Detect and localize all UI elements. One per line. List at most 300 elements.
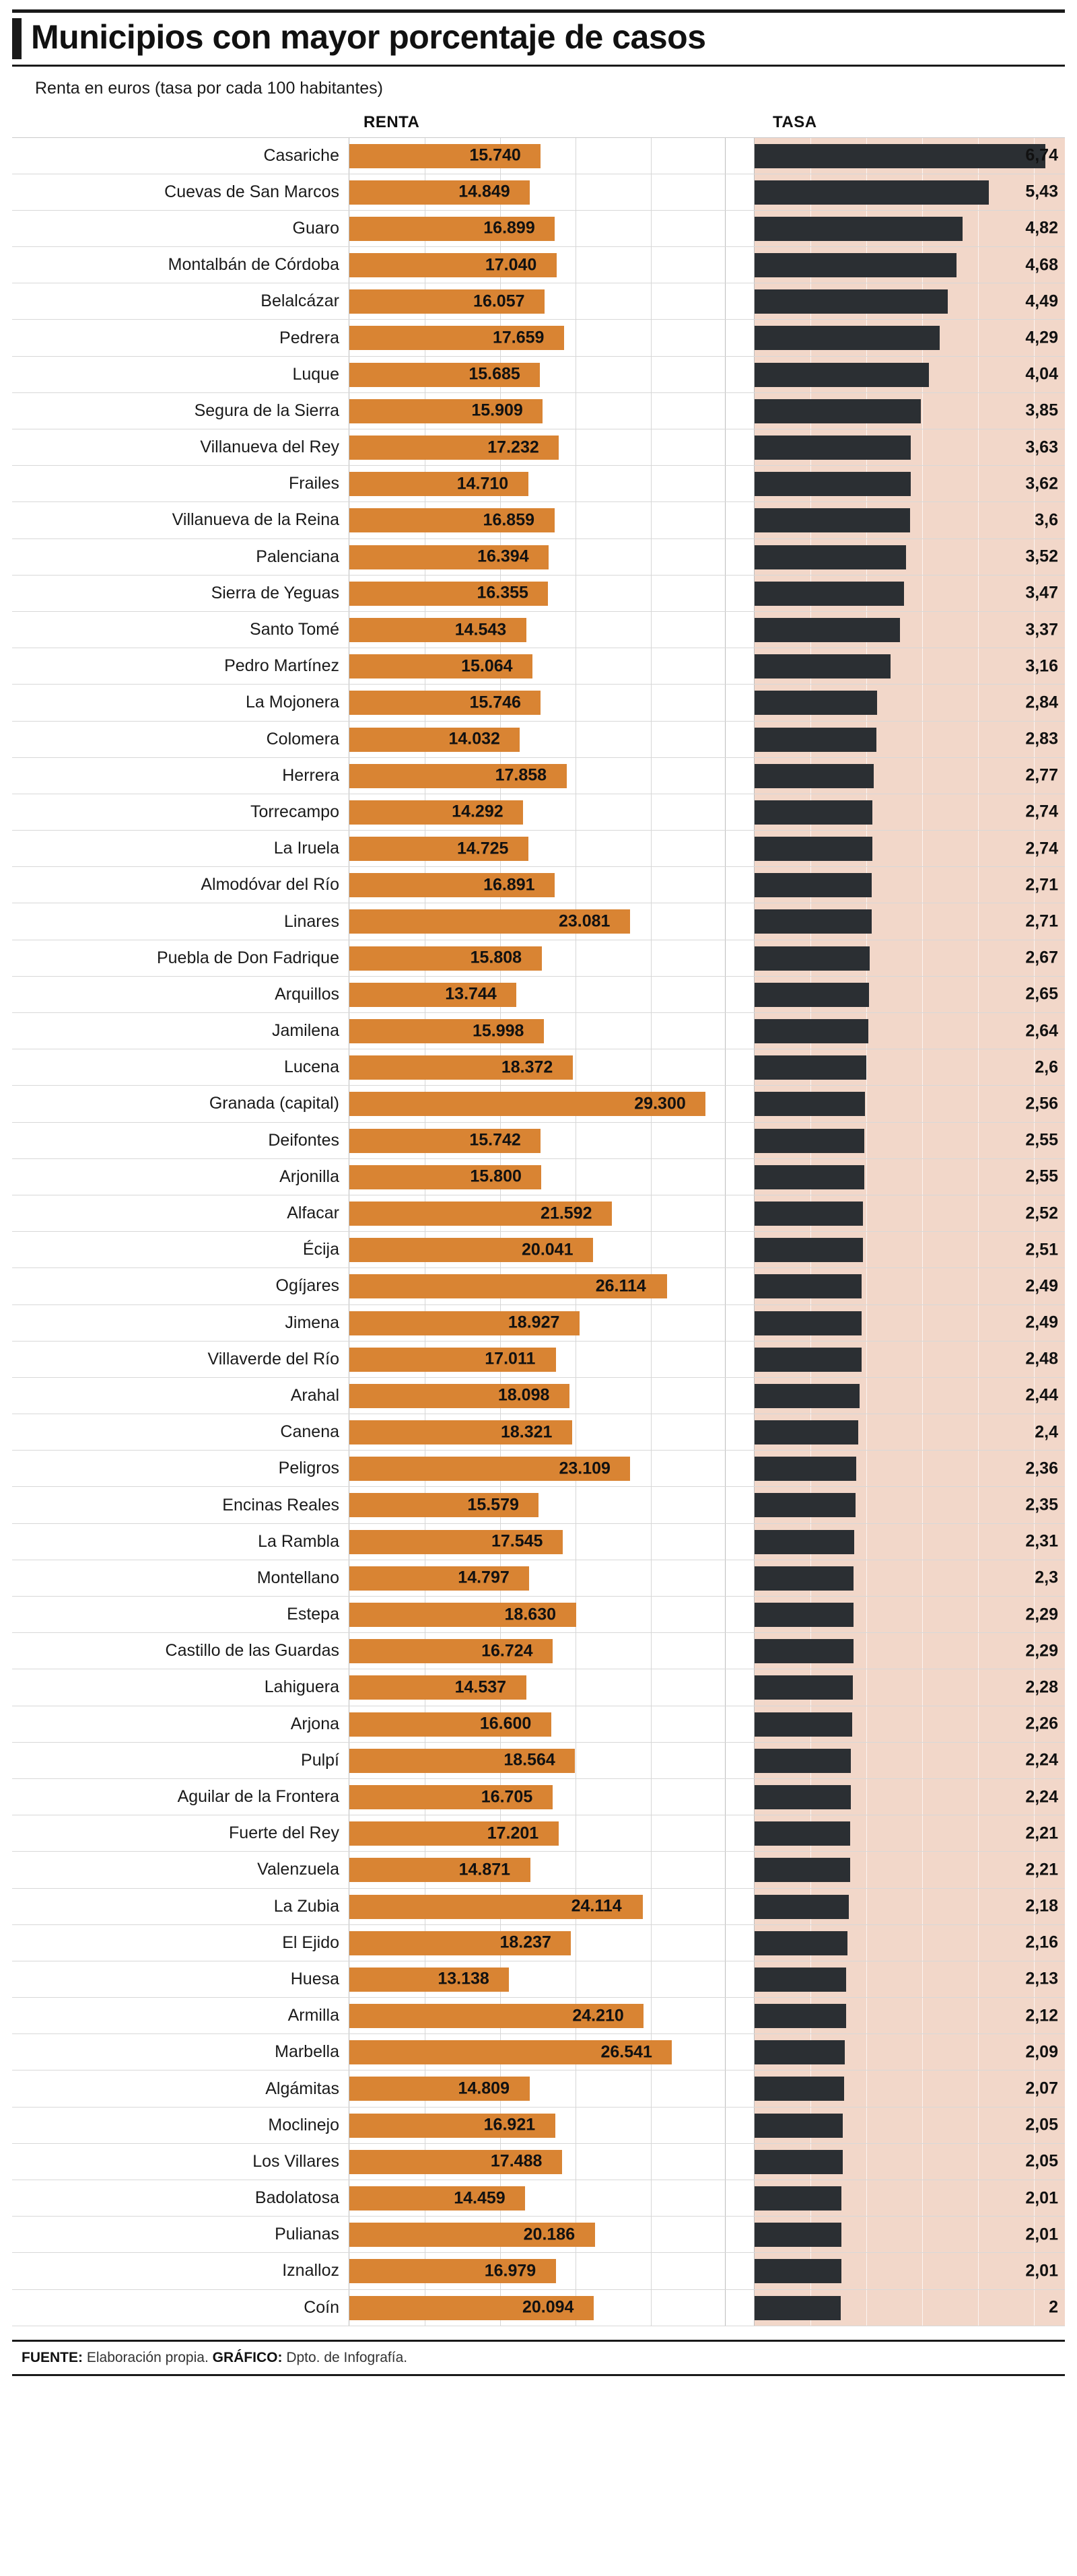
table-row — [12, 831, 1065, 867]
renta-lane — [349, 1414, 726, 1450]
tasa-bar — [755, 764, 874, 788]
renta-value: 20.094 — [522, 2297, 574, 2317]
tasa-lane — [754, 722, 1065, 757]
gridline — [978, 1086, 979, 1121]
gridline — [922, 1342, 923, 1377]
gridline — [866, 1998, 867, 2033]
tasa-lane — [754, 1961, 1065, 1997]
gridline — [978, 576, 979, 611]
gridline — [922, 1305, 923, 1341]
table-row — [12, 1889, 1065, 1925]
row-label: Arquillos — [275, 984, 339, 1004]
renta-value: 17.011 — [485, 1349, 536, 1368]
gridline — [866, 1560, 867, 1596]
renta-lane — [349, 502, 726, 538]
gridline — [978, 2253, 979, 2289]
gridline — [922, 393, 923, 429]
renta-value: 20.186 — [523, 2225, 576, 2244]
tasa-lane — [754, 1597, 1065, 1632]
renta-value: 15.685 — [468, 364, 520, 384]
gridline — [651, 1451, 652, 1486]
gridline — [978, 1195, 979, 1231]
gridline — [922, 831, 923, 866]
gridline — [922, 2253, 923, 2289]
table-row — [12, 685, 1065, 721]
tasa-bar — [755, 1311, 862, 1335]
renta-lane — [349, 138, 726, 174]
renta-value: 14.725 — [457, 839, 509, 858]
table-row — [12, 1268, 1065, 1304]
tasa-bar — [755, 1566, 854, 1591]
table-row — [12, 2217, 1065, 2253]
gridline — [922, 1123, 923, 1158]
renta-lane — [349, 1086, 726, 1121]
renta-value: 15.740 — [469, 145, 521, 165]
gridline — [651, 1669, 652, 1705]
tasa-value: 2,31 — [1025, 1531, 1058, 1551]
row-label: Frailes — [288, 474, 339, 493]
source-label: FUENTE: — [22, 2349, 83, 2365]
gridline — [651, 138, 652, 174]
renta-lane — [349, 612, 726, 648]
renta-lane — [349, 247, 726, 283]
gridline — [922, 685, 923, 720]
gridline — [651, 1815, 652, 1851]
renta-value: 18.630 — [504, 1605, 556, 1624]
renta-lane — [349, 2070, 726, 2106]
tasa-lane — [754, 940, 1065, 976]
tasa-value: 2,13 — [1025, 1969, 1058, 1988]
tasa-lane — [754, 1305, 1065, 1341]
renta-value: 16.859 — [483, 510, 535, 530]
page-title: Municipios con mayor porcentaje de casos — [31, 18, 706, 56]
renta-lane — [349, 903, 726, 939]
gridline — [651, 722, 652, 757]
table-row — [12, 211, 1065, 247]
tasa-lane — [754, 320, 1065, 355]
tasa-value: 2,07 — [1025, 2079, 1058, 2098]
renta-lane — [349, 174, 726, 210]
row-label: Aguilar de la Frontera — [177, 1787, 339, 1807]
gridline — [922, 1779, 923, 1815]
tasa-bar — [755, 508, 910, 532]
gridline — [866, 1852, 867, 1887]
tasa-lane — [754, 1560, 1065, 1596]
renta-value: 26.114 — [595, 1276, 646, 1296]
gridline — [651, 320, 652, 355]
table-row — [12, 1524, 1065, 1560]
gridline — [922, 1706, 923, 1742]
tasa-value: 2,6 — [1035, 1057, 1058, 1077]
header — [12, 9, 1065, 67]
gridline — [978, 1633, 979, 1669]
table-row — [12, 1378, 1065, 1414]
column-header-renta: RENTA — [363, 112, 420, 131]
gridline — [922, 539, 923, 575]
renta-lane — [349, 758, 726, 794]
gridline — [978, 247, 979, 283]
row-label: Linares — [284, 911, 339, 931]
renta-lane — [349, 1123, 726, 1158]
tasa-lane — [754, 2070, 1065, 2106]
tasa-lane — [754, 1524, 1065, 1560]
table-row — [12, 539, 1065, 576]
gridline — [651, 429, 652, 465]
gridline — [978, 1487, 979, 1523]
row-label: Pedro Martínez — [224, 656, 339, 676]
row-label: Montellano — [256, 1568, 339, 1587]
row-label: Montalbán de Córdoba — [168, 255, 339, 275]
tasa-value: 2,83 — [1025, 729, 1058, 749]
renta-value: 16.355 — [477, 583, 528, 602]
renta-value: 14.710 — [456, 474, 509, 493]
tasa-value: 2,29 — [1025, 1605, 1058, 1624]
gridline — [1034, 2290, 1035, 2326]
row-label: Los Villares — [252, 2151, 339, 2171]
gridline — [651, 1378, 652, 1414]
renta-value: 23.109 — [559, 1459, 611, 1478]
infographic-page — [0, 9, 1077, 2576]
gridline — [978, 539, 979, 575]
tasa-lane — [754, 1998, 1065, 2033]
renta-lane — [349, 1268, 726, 1304]
tasa-bar — [755, 1821, 850, 1846]
tasa-value: 2,16 — [1025, 1933, 1058, 1952]
renta-value: 14.459 — [454, 2188, 506, 2208]
gridline — [978, 1815, 979, 1851]
gridline — [978, 648, 979, 684]
gridline — [866, 1195, 867, 1231]
gridline — [651, 174, 652, 210]
tasa-value: 3,16 — [1025, 656, 1058, 676]
gridline — [922, 2290, 923, 2326]
row-label: Belalcázar — [260, 291, 339, 311]
gridline — [978, 2070, 979, 2106]
gridline — [922, 758, 923, 794]
table-row — [12, 940, 1065, 977]
gridline — [978, 1451, 979, 1486]
gridline — [651, 1524, 652, 1560]
gridline — [922, 1195, 923, 1231]
renta-value: 16.394 — [477, 547, 529, 566]
renta-value: 17.659 — [493, 328, 545, 347]
renta-value: 16.057 — [473, 291, 525, 311]
renta-lane — [349, 1669, 726, 1705]
tasa-value: 3,37 — [1025, 620, 1058, 639]
gridline — [866, 2034, 867, 2070]
table-row — [12, 320, 1065, 356]
gridline — [978, 867, 979, 903]
gridline — [978, 1414, 979, 1450]
renta-lane — [349, 2290, 726, 2326]
tasa-bar — [755, 545, 906, 569]
tasa-lane — [754, 539, 1065, 575]
tasa-value: 2,51 — [1025, 1240, 1058, 1259]
tasa-lane — [754, 357, 1065, 392]
gridline — [978, 1378, 979, 1414]
gridline — [978, 1889, 979, 1924]
tasa-bar — [755, 1712, 852, 1737]
gridline — [922, 1669, 923, 1705]
renta-lane — [349, 1342, 726, 1377]
renta-value: 18.098 — [497, 1385, 550, 1405]
tasa-value: 2,44 — [1025, 1385, 1058, 1405]
gridline — [922, 794, 923, 830]
renta-lane — [349, 320, 726, 355]
gridline — [978, 1743, 979, 1778]
row-label: Almodóvar del Río — [201, 875, 339, 895]
tasa-lane — [754, 2253, 1065, 2289]
tasa-bar — [755, 289, 948, 314]
tasa-value: 2,55 — [1025, 1130, 1058, 1150]
gridline — [978, 1779, 979, 1815]
gridline — [651, 758, 652, 794]
tasa-lane — [754, 977, 1065, 1012]
renta-value: 17.488 — [490, 2151, 543, 2171]
tasa-bar — [755, 691, 877, 715]
tasa-lane — [754, 1086, 1065, 1121]
tasa-lane — [754, 1633, 1065, 1669]
tasa-bar — [755, 1129, 864, 1153]
tasa-lane — [754, 466, 1065, 501]
gridline — [866, 1451, 867, 1486]
row-label: Lucena — [283, 1057, 339, 1077]
gridline — [651, 1159, 652, 1195]
gridline — [651, 1852, 652, 1887]
gridline — [978, 1706, 979, 1742]
gridline — [922, 2070, 923, 2106]
tasa-value: 3,52 — [1025, 547, 1058, 566]
gridline — [651, 2253, 652, 2289]
tasa-bar — [755, 728, 876, 752]
tasa-bar — [755, 582, 904, 606]
tasa-value: 2,18 — [1025, 1896, 1058, 1916]
gridline — [922, 1414, 923, 1450]
gridline — [866, 2070, 867, 2106]
row-label: Villanueva del Rey — [200, 438, 339, 457]
row-label: Alfacar — [287, 1204, 339, 1223]
gridline — [866, 2144, 867, 2180]
renta-value: 18.564 — [503, 1750, 555, 1770]
gridline — [978, 1123, 979, 1158]
renta-lane — [349, 393, 726, 429]
renta-value: 14.871 — [458, 1860, 511, 1879]
tasa-lane — [754, 576, 1065, 611]
renta-lane — [349, 1743, 726, 1778]
gridline — [866, 1815, 867, 1851]
gridline — [978, 1998, 979, 2033]
table-row — [12, 1232, 1065, 1268]
table-row — [12, 867, 1065, 903]
renta-value: 16.600 — [479, 1714, 532, 1733]
row-label: Fuerte del Rey — [229, 1823, 339, 1843]
row-label: Sierra de Yeguas — [211, 583, 339, 602]
row-label: Iznalloz — [282, 2261, 339, 2281]
gridline — [651, 794, 652, 830]
tasa-bar — [755, 983, 869, 1007]
row-label: Arjonilla — [279, 1167, 339, 1186]
gridline — [866, 1268, 867, 1304]
renta-value: 14.537 — [454, 1677, 507, 1697]
tasa-bar — [755, 253, 957, 277]
renta-lane — [349, 1779, 726, 1815]
tasa-value: 3,47 — [1025, 583, 1058, 602]
tasa-lane — [754, 393, 1065, 429]
tasa-lane — [754, 1378, 1065, 1414]
renta-value: 20.041 — [522, 1240, 574, 1259]
tasa-value: 6,74 — [1025, 145, 1058, 165]
tasa-value: 2,29 — [1025, 1641, 1058, 1661]
row-label: Herrera — [282, 765, 339, 785]
renta-value: 15.998 — [472, 1021, 524, 1041]
gridline — [651, 612, 652, 648]
gridline — [866, 1378, 867, 1414]
row-label: La Rambla — [258, 1531, 339, 1551]
gridline — [978, 1159, 979, 1195]
gridline — [922, 1597, 923, 1632]
tasa-bar — [755, 472, 911, 496]
row-label: Huesa — [290, 1969, 339, 1988]
gridline — [651, 2180, 652, 2216]
table-row — [12, 2253, 1065, 2289]
tasa-lane — [754, 758, 1065, 794]
gridline — [978, 502, 979, 538]
chart-area — [12, 137, 1065, 2326]
tasa-lane — [754, 1342, 1065, 1377]
tasa-lane — [754, 612, 1065, 648]
gridline — [866, 1342, 867, 1377]
row-label: Villaverde del Río — [207, 1349, 339, 1368]
tasa-lane — [754, 174, 1065, 210]
row-label: Valenzuela — [257, 1860, 339, 1879]
gridline — [922, 722, 923, 757]
tasa-bar — [755, 2040, 845, 2064]
row-label: Colomera — [266, 729, 339, 749]
tasa-value: 4,29 — [1025, 328, 1058, 347]
row-label: Ogíjares — [275, 1276, 339, 1296]
gridline — [651, 466, 652, 501]
row-label: Algámitas — [265, 2079, 339, 2098]
table-row — [12, 1743, 1065, 1779]
tasa-lane — [754, 2180, 1065, 2216]
tasa-value: 2,71 — [1025, 911, 1058, 931]
tasa-lane — [754, 138, 1065, 174]
renta-lane — [349, 1232, 726, 1267]
gridline — [651, 977, 652, 1012]
table-row — [12, 1195, 1065, 1232]
row-label: Cuevas de San Marcos — [164, 182, 339, 201]
gridline — [922, 1743, 923, 1778]
renta-lane — [349, 940, 726, 976]
gridline — [651, 1961, 652, 1997]
tasa-value: 3,6 — [1035, 510, 1058, 530]
gridline — [978, 2217, 979, 2252]
gridline — [922, 1815, 923, 1851]
gridline — [651, 1706, 652, 1742]
row-label: Arahal — [290, 1385, 339, 1405]
tasa-value: 3,85 — [1025, 401, 1058, 420]
tasa-value: 4,49 — [1025, 291, 1058, 311]
gridline — [978, 685, 979, 720]
gridline — [922, 2217, 923, 2252]
table-row — [12, 466, 1065, 502]
gridline — [651, 1195, 652, 1231]
gridline — [978, 1268, 979, 1304]
tasa-value: 2,48 — [1025, 1349, 1058, 1368]
tasa-bar — [755, 618, 900, 642]
renta-value: 16.921 — [483, 2115, 536, 2134]
renta-value: 15.742 — [469, 1130, 521, 1150]
gridline — [651, 1414, 652, 1450]
table-row — [12, 1049, 1065, 1086]
renta-lane — [349, 1451, 726, 1486]
gridline — [651, 648, 652, 684]
tasa-bar — [755, 1639, 854, 1663]
tasa-bar — [755, 1675, 853, 1700]
table-row — [12, 1597, 1065, 1633]
gridline — [922, 648, 923, 684]
gridline — [651, 2144, 652, 2180]
renta-lane — [349, 831, 726, 866]
tasa-bar — [755, 1274, 862, 1298]
tasa-bar — [755, 2186, 841, 2211]
tasa-lane — [754, 1268, 1065, 1304]
gridline — [978, 1961, 979, 1997]
header-accent-bar — [12, 18, 22, 59]
row-label: Estepa — [287, 1605, 339, 1624]
tasa-bar — [755, 2259, 841, 2283]
gridline — [866, 1597, 867, 1632]
tasa-bar — [755, 1202, 863, 1226]
gridline — [651, 1305, 652, 1341]
row-label: La Mojonera — [246, 693, 339, 712]
row-label: El Ejido — [282, 1933, 339, 1952]
tasa-value: 2,09 — [1025, 2042, 1058, 2062]
renta-value: 16.899 — [483, 218, 535, 238]
tasa-bar — [755, 654, 891, 678]
gridline — [651, 867, 652, 903]
gridline — [651, 2290, 652, 2326]
gridline — [978, 1852, 979, 1887]
tasa-bar — [755, 1749, 851, 1773]
gridline — [866, 2217, 867, 2252]
gridline — [651, 502, 652, 538]
footer-credits — [12, 2340, 1065, 2376]
row-label: Écija — [302, 1240, 339, 1259]
renta-value: 14.809 — [458, 2079, 510, 2098]
gridline — [978, 2290, 979, 2326]
tasa-lane — [754, 1013, 1065, 1049]
row-label: Jamilena — [271, 1021, 339, 1041]
gridline — [651, 1123, 652, 1158]
gridline — [651, 357, 652, 392]
tasa-bar — [755, 1348, 862, 1372]
renta-lane — [349, 867, 726, 903]
gridline — [922, 1998, 923, 2033]
tasa-lane — [754, 648, 1065, 684]
tasa-lane — [754, 903, 1065, 939]
graphic-label: GRÁFICO: — [212, 2349, 283, 2365]
tasa-value: 2 — [1049, 2297, 1058, 2317]
renta-lane — [349, 2108, 726, 2143]
tasa-value: 2,74 — [1025, 839, 1058, 858]
row-label: Jimena — [285, 1313, 339, 1332]
tasa-lane — [754, 2217, 1065, 2252]
renta-value: 15.909 — [471, 401, 523, 420]
gridline — [866, 1487, 867, 1523]
gridline — [922, 1268, 923, 1304]
gridline — [651, 2070, 652, 2106]
